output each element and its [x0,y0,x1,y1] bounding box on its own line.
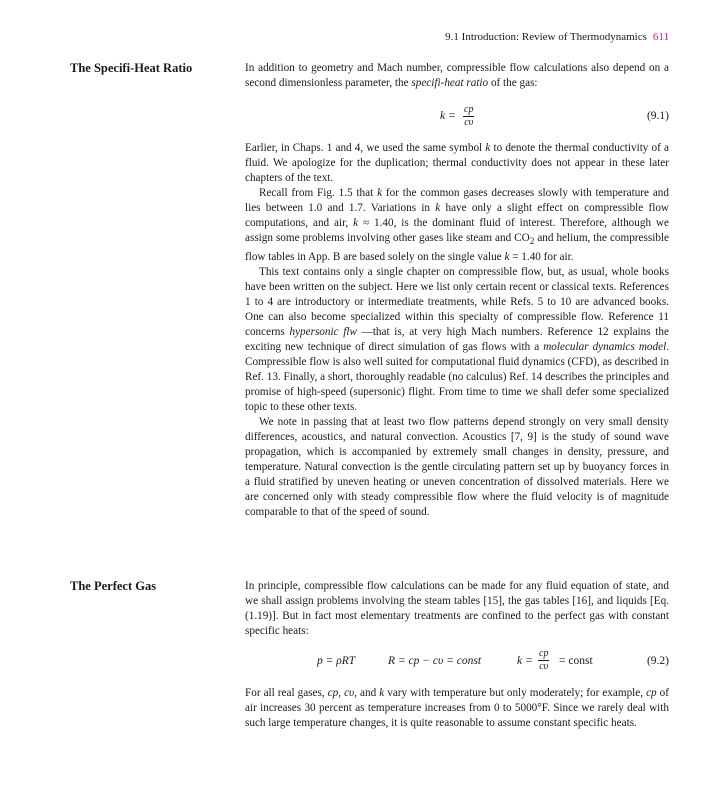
perfect-gas-paragraph-1: In principle, compressible flow calculations can be made for any fluid equation of state, and we shall assign problems involving the steam tables [15], the gas tables [16], and liquids [Eq. (1.19)]. But in fact most elementary treatments are confined to the perfect gas with constant specific heats: [245,580,669,637]
paragraph-2: Recall from Fig. 1.5 that k for the common gases decreases slowly with temperature and lies between 1.0 and 1.7. Variations in k have only a slight effect on compressible flow computations, and air, k ≈ 1.40, is the dominant fluid of interest. Therefore, although we assign some problems involving other gases like steam and $CO_2$ and helium, the compressible flow tables in App. B are based solely on the single value k = 1.40 for air. [245,187,669,264]
eq2-part3-lhs: k = [517,655,533,667]
paragraph-3: This text contains only a single chapter on compressible flow, but, as usual, whole books have been written on the subject. Here we list only certain recent or classical texts. References 1 to 4 are introductory or intermediate treatments, while Refs. 5 to 10 are advanced books. One can also become specialized within this specialty of compressible flow. Reference 11 concerns hypersonic flw —that is, at very high Mach numbers. Reference 12 explains the exciting new technique of direct simulation of gas flows with a molecular dynamics model. Compressible flow is also well suited for computational fluid dynamics (CFD), as described in Ref. 13. Finally, a short, thoroughly readable (no calculus) Ref. 14 describes the principles and promise of high-speed (supersonic) flight. From time to time we shall defer some specialized topic to these other texts. [245,266,669,414]
paragraph-4: We note in passing that at least two flow patterns depend strongly on very small density differences, acoustics, and natural convection. Acoustics [7, 9] is the study of sound wave propagation, which is accompanied by extremely small changes in density, pressure, and temperature. Natural convection is the gentle circulating pattern set up by buoyancy forces in a fluid stratified by uneven heating or uneven concentration of dissolved materials. Here we are concerned only with steady compressible flow where the fluid velocity is of magnitude comparable to that of the speed of sound. [245,416,669,519]
section-heading-perfect-gas: The Perfect Gas [70,579,157,593]
eq2-part1: p = ρRT [317,655,356,667]
running-head-title: 9.1 Introduction: Review of Thermodynamics [445,31,647,43]
eq2-fraction [538,648,549,673]
section-heading-specific-heat-ratio: The Specifi-Heat Ratio [70,61,193,75]
eq1-numerator: cp [464,104,474,115]
page-number: 611 [652,31,669,43]
equation-9-1 [245,104,669,134]
perfect-gas-paragraph-2: For all real gases, cp, cυ, and k vary with temperature but only moderately; for example, cp of air increases 30 percent as temperature increases from 0 to 5000°F. Since we rarely deal with such large temperature changes, it is quite reasonable to assume constant specific heats. [245,687,669,729]
paragraph-1: Earlier, in Chaps. 1 and 4, we used the same symbol k to denote the thermal conductivity of a fluid. We apologize for the duplication; thermal conductivity does not appear in these later chapters of the text. [245,142,669,184]
eq2-part2: R = cp − cυ = const [388,655,482,667]
eq2-number: (9.2) [646,655,669,667]
eq1-number: (9.1) [646,110,669,122]
eq1-lhs: k = [440,110,456,122]
eq1-denominator: cυ [464,117,474,128]
eq1-fraction [463,104,474,129]
eq2-numerator: cp [539,648,549,659]
eq2-denominator: cυ [539,661,549,672]
section1-intro [245,61,669,91]
section2-body [245,686,669,731]
hypersonic-flow-term: hypersonic flw [289,326,357,339]
running-head [445,31,669,43]
intro-paragraph: In addition to geometry and Mach number, compressible flow calculations also depend on a second dimensionless parameter, the specifi-heat ratio of the gas: [245,62,669,89]
specific-heat-ratio-term: specifi-heat ratio [411,77,489,89]
section1-body [245,141,669,520]
molecular-dynamics-term: molecular dynamics model [543,341,667,354]
eq2-part3-rhs: = const [559,655,593,667]
equation-9-2 [245,648,669,678]
section2-intro [245,579,669,639]
